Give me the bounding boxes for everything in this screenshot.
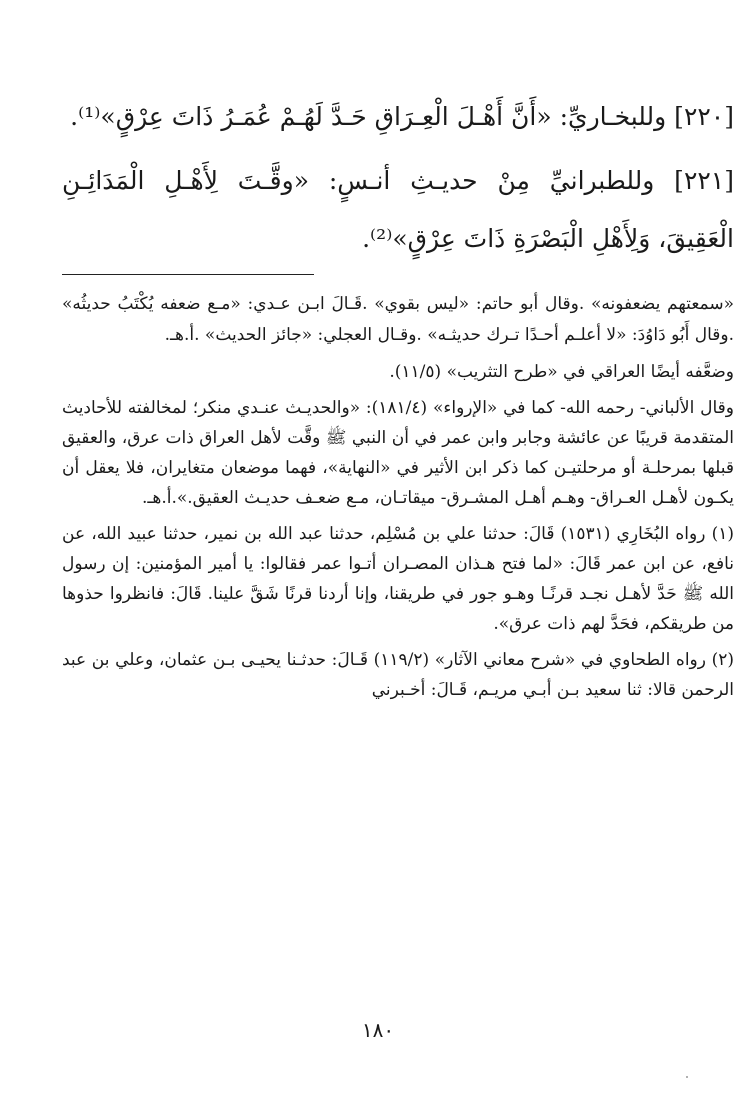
footnote-continued-2: وضعَّفه أيضًا العراقي في «طرح التثريب» (١١/٥).: [389, 362, 734, 382]
page-content: [62, 88, 734, 711]
page-number: ١٨٠: [361, 1018, 395, 1042]
hadith-221: [٢٢١] وللطبرانيِّ مِنْ حديـثِ أنـسٍ: «وقَّـتَ لِأَهْـلِ الْمَدَائِـنِ الْعَقِيقَ، وَلِأَهْلِ الْبَصْرَةِ ذَاتَ عِرْقٍ»⁽²⁾.: [62, 166, 734, 253]
footnote-albani: وقال الألباني- رحمه الله- كما في «الإرواء» (١٨١/٤): «والحديـث عنـدي منكر؛ لمخالفته للأحاديث المتقدمة قريبًا عن عائشة وجابر وابن عمر في أن النبي ﷺ وقَّت لأهل العراق ذات عرق، والعقيق قبلها بمرحلـة أو مرحلتيـن كما ذكر ابن الأثير في «النهاية»، فهما موضعان متغايران، فلا يعقل أن يكـون لأهـل العـراق- وهـم أهـل المشـرق- ميقاتـان، مـع ضعـف حديـث العقيق.».أ.هـ.: [62, 398, 734, 508]
footnote-1: (١) رواه البُخَارِي (١٥٣١) قَالَ: حدثنا علي بن مُسْلِم، حدثنا عبد الله بن نمير، حدثنا عبيد الله، عن نافع، عن ابن عمر قَالَ: «لما فتح هـذان المصـران أتـوا عمر فقالوا: يا أمير المؤمنين: إن رسول الله ﷺ حَدَّ لأهـل نجـد قرنًـا وهـو جور في طريقنا، وإنا أردنا قرنًا شَقَّ علينا. قَالَ: فانظروا حذوها من طريقكم، فحَدَّ لهم ذات عرق».: [62, 524, 734, 634]
footnote-2: (٢) رواه الطحاوي في «شرح معاني الآثار» (١١٩/٢) قَـالَ: حدثـنا يحيـى بـن عثمان، وعلي بن عبد الرحمن قالا: ثنا سعيد بـن أبـي مريـم، قَـالَ: أخـبرني: [62, 650, 734, 700]
hadith-220: [٢٢٠] وللبخـاريِّ: «أَنَّ أَهْـلَ الْعِـرَاقِ حَـدَّ لَهُـمْ عُمَـرُ ذَاتَ عِرْقٍ»⁽¹⁾.: [70, 102, 734, 131]
footnote-continued-1: «سمعتهم يضعفونه» .وقال أبو حاتم: «ليس بقوي» .قَـالَ ابـن عـدي: «مـع ضعفه يُكْتَبُ حديثُه» .وقال أَبُو دَاوُدَ: «لا أعلـم أحـدًا تـرك حديثـه» .وقـال العجلي: «جائز الحديث» .أ.هـ.: [62, 294, 734, 345]
scan-speck: [686, 1076, 688, 1078]
footnote-separator: [62, 274, 314, 275]
